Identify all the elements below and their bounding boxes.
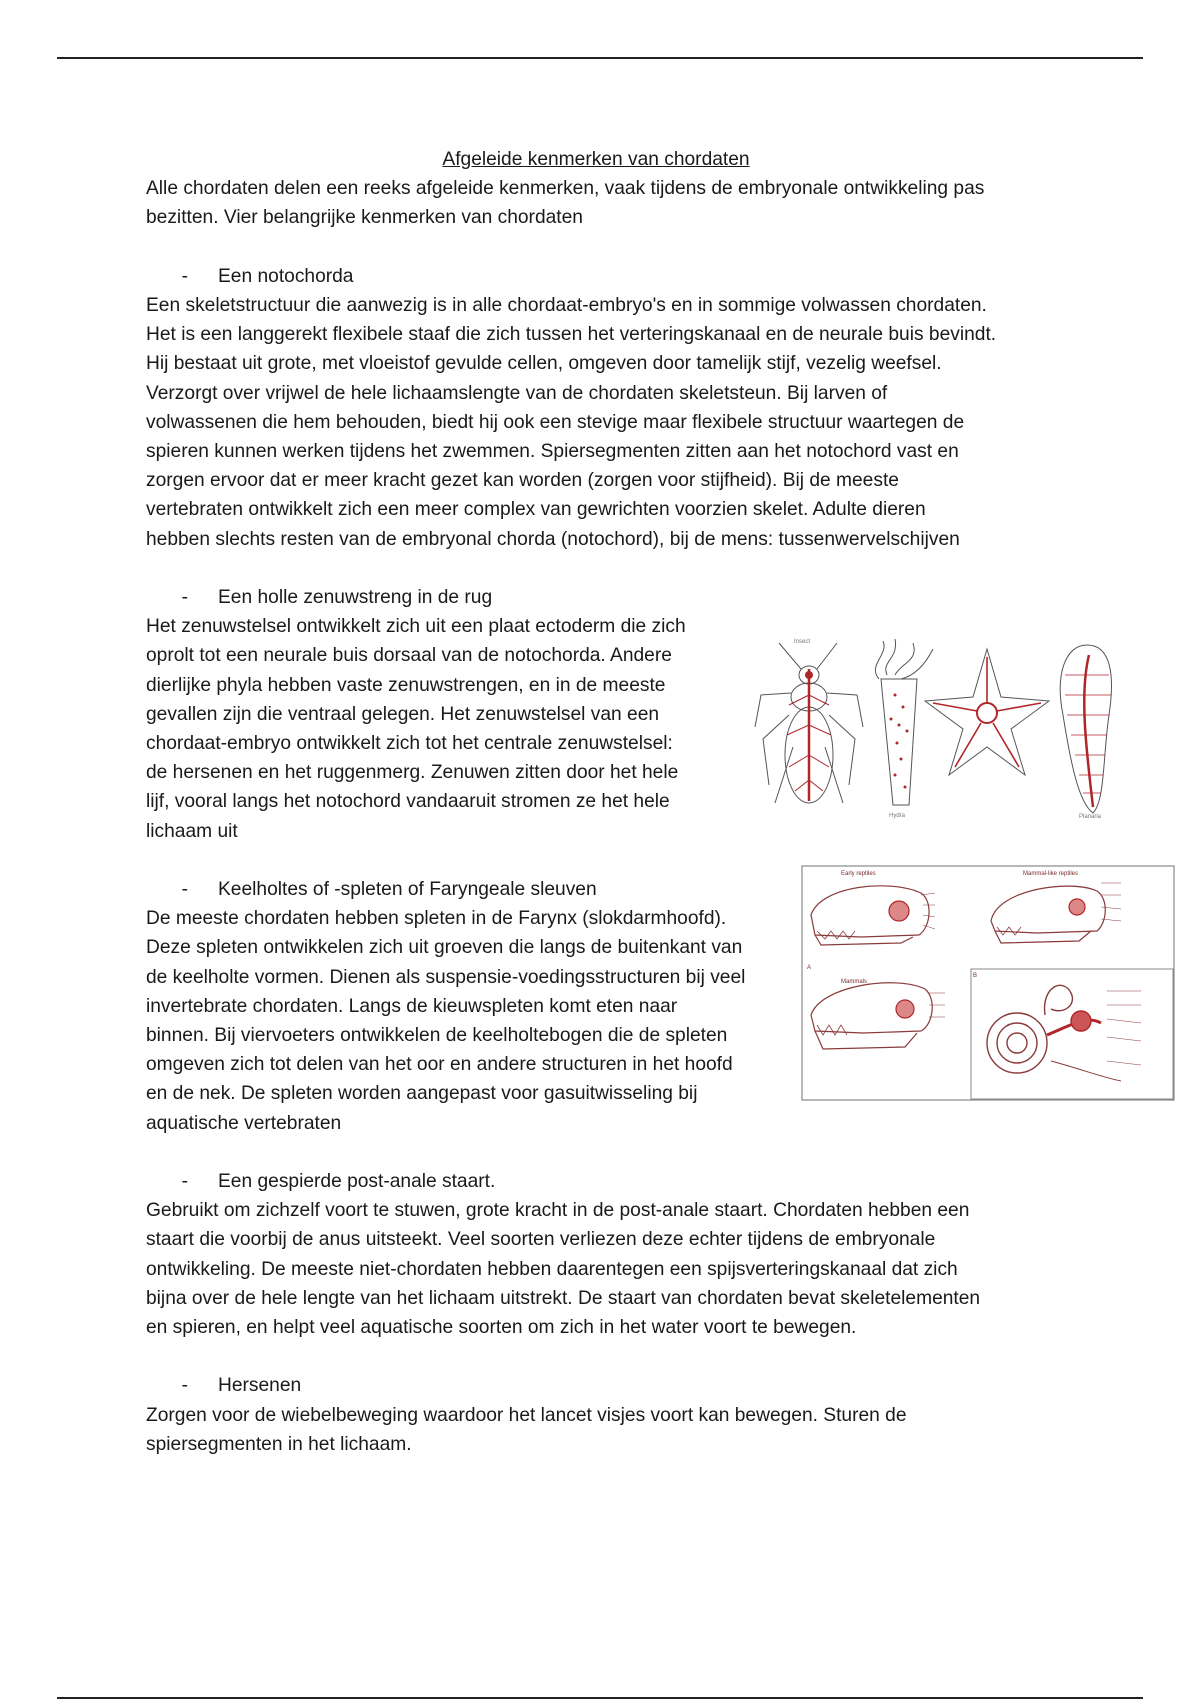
figure-label: Hydra [889,813,906,820]
body-line: omgeven zich tot delen van het oor en andere structuren in het hoofd [146,1054,733,1076]
section-heading-keelholtes: - Keelholtes of -spleten of Faryngeale sleuven [181,879,597,901]
body-line: hebben slechts resten van de embryonal chorda (notochord), bij de mens: tussenwervelschijven [146,528,960,550]
section-heading-staart: - Een gespierde post-anale staart. [181,1171,496,1193]
starfish-drawing [925,649,1049,775]
intro-line: Alle chordaten delen een reeks afgeleide kenmerken, vaak tijdens de embryonale ontwikkeling pas [146,178,985,200]
body-line: Een skeletstructuur die aanwezig is in alle chordaat-embryo's en in sommige volwassen chordaten. [146,295,987,316]
body-line: ontwikkeling. De meeste niet-chordaten hebben daarentegen een spijsverteringskanaal dat zich [146,1258,958,1280]
body-line: gevallen zijn die ventraal gelegen. Het zenuwstelsel van een [146,703,660,725]
hydra-drawing [875,639,933,819]
nervous-systems-illustration [749,635,1154,819]
body-line: invertebrate chordaten. Langs de kieuwspleten komt eten naar [146,995,678,1017]
body-line: Het is een langgerekt flexibele staaf die zich tussen het verteringskanaal en de neurale buis bevindt. [146,324,997,346]
body-line: Zorgen voor de wiebelbeweging waardoor het lancet visjes voort kan bewegen. Sturen de [146,1404,907,1426]
figure-label: Planaria [1079,814,1102,820]
header-rule [57,57,1143,59]
body-line: en de nek. De spleten worden aangepast voor gasuitwisseling bij [146,1083,698,1105]
body-line: spieren kunnen werken tijdens het zwemmen. Spiersegmenten zitten aan het notochord vast en [146,441,959,463]
body-line: oprolt tot een neurale buis dorsaal van de notochorda. Andere [146,645,672,667]
section-heading-hersenen: - Hersenen [181,1375,302,1397]
body-line: volwassenen die hem behouden, biedt hij ook een stevige maar flexibele structuur waartegen de [146,411,965,433]
intro-line: bezitten. Vier belangrijke kenmerken van chordaten [146,207,583,229]
body-line: Hij bestaat uit grote, met vloeistof gevulde cellen, omgeven door tamelijk stijf, vezelig weefsel. [146,353,942,375]
figure-label: Insect [794,639,811,646]
section-nerve-cord [146,583,1102,846]
body-line: lichaam uit [146,820,238,842]
figure-label: Mammals [841,979,868,986]
body-line: spiersegmenten in het lichaam. [146,1433,412,1455]
body-line: staart die voorbij de anus uitsteekt. Veel soorten verliezen deze echter tijdens de embryonale [146,1229,936,1251]
body-line: bijna over de hele lengte van het lichaam uitstrekt. De staart van chordaten bevat skeletelementen [146,1287,981,1309]
body-line: lijf, vooral langs het notochord vandaaruit stromen ze het hele [146,791,670,813]
planaria-drawing [1060,645,1111,819]
body-line: en spieren, en helpt veel aquatische soorten om zich in het water voort te bewegen. [146,1317,857,1339]
section-pharyngeal-slits [146,871,1079,1138]
body-line: chordaat-embryo ontwikkelt zich tot het centrale zenuwstelsel: [146,733,673,755]
body-line: De meeste chordaten hebben spleten in de Farynx (slokdarmhoofd). [146,908,727,930]
figure-label: A [807,965,812,972]
body-line: binnen. Bij viervoeters ontwikkelen de keelholtebogen die de spleten [146,1025,728,1047]
figure-label: Mammal-like reptiles [1023,871,1079,878]
skulls-ear-illustration [801,865,1175,1101]
body-line: de hersenen en het ruggenmerg. Zenuwen zitten door het hele [146,762,679,784]
figure-label: Early reptiles [841,871,876,878]
body-line: Gebruikt om zichzelf voort te stuwen, grote kracht in de post-anale staart. Chordaten hebben een [146,1200,970,1222]
section-heading-zenuwstreng: - Een holle zenuwstreng in de rug [181,587,493,609]
document-body [146,145,1102,1459]
body-line: Het zenuwstelsel ontwikkelt zich uit een plaat ectoderm die zich [146,616,686,638]
document-title: Afgeleide kenmerken van chordaten [442,149,750,170]
figure-label: B [973,973,978,980]
footer-rule [57,1697,1143,1699]
body-line: dierlijke phyla hebben vaste zenuwstrengen, en in de meeste [146,674,666,696]
body-line: zorgen ervoor dat er meer kracht gezet kan worden (zorgen voor stijfheid). Bij de meeste [146,470,899,492]
section-heading-notochorda: - Een notochorda [181,265,354,287]
body-line: Deze spleten ontwikkelen zich uit groeven die langs de buitenkant van [146,937,743,959]
body-line: vertebraten ontwikkelt zich een meer complex van gewrichten voorzien skelet. Adulte dieren [146,499,926,521]
body-line: de keelholte vormen. Dienen als suspensie-voedingsstructuren bij veel [146,966,746,988]
body-line: Verzorgt over vrijwel de hele lichaamslengte van de chordaten skeletsteun. Bij larven of [146,382,888,404]
body-line: aquatische vertebraten [146,1112,342,1134]
insect-drawing [755,639,863,803]
